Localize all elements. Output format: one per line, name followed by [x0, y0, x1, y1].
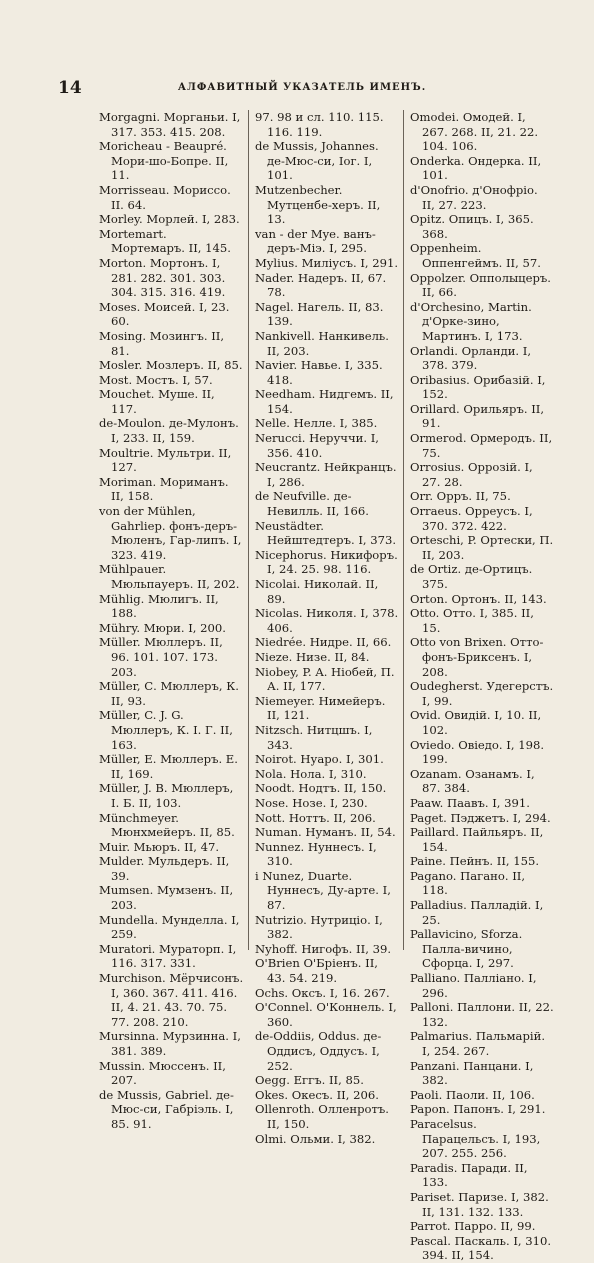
index-entry: Neucrantz. Нейкранцъ. I, 286.	[255, 460, 397, 489]
index-entry: Mutzenbecher. Мутценбе-херъ. II, 13.	[255, 182, 381, 227]
index-entry: Ozanam. Озанамъ. I, 87. 384.	[410, 766, 535, 796]
index-entry: Palliano. Палліано. I, 296.	[410, 971, 537, 1000]
index-entry: Orton. Ортонъ. II, 143.	[410, 591, 547, 606]
index-entry: Paradis. Паради. II, 133.	[410, 1160, 528, 1190]
index-entry: Mylius. Миліусъ. I, 291.	[255, 255, 399, 270]
index-entry: Olmi. Ольми. I, 382.	[255, 1131, 376, 1146]
index-entry: Moultrie. Мультри. II, 127.	[99, 445, 232, 475]
index-entry: Mundella. Мунделла. I, 259.	[99, 912, 240, 942]
index-entry: Orrosius. Оррозій. I, 27. 28.	[410, 460, 533, 489]
index-entry: Morton. Мортонъ. I, 281. 282. 301. 303. 304. 315. 316. 419.	[99, 255, 226, 300]
index-entry: Münchmeyer. Мюнхмейеръ. II, 85.	[99, 810, 235, 840]
index-entry: Mühlig. Мюлигъ. II, 188.	[99, 591, 219, 621]
index-entry: Palladius. Палладій. I, 25.	[410, 898, 544, 927]
index-entry: Palmarius. Пальмарій. I, 254. 267.	[410, 1029, 546, 1058]
index-entry: Niedrée. Нидре. II, 66.	[255, 635, 392, 650]
index-entry: Paaw. Паавъ. I, 391.	[410, 795, 530, 810]
index-entry: Nerucci. Неруччи. I, 356. 410.	[255, 431, 379, 460]
index-entry: Most. Мостъ. I, 57.	[99, 372, 213, 387]
index-entry: de Mussis, Johannes. де-Мюс-си, Іог. I, 101.	[255, 139, 379, 183]
index-entry: Morley. Морлей. I, 283.	[99, 212, 240, 227]
index-entry: Pascal. Паскаль. I, 310. 394. II, 154.	[410, 1233, 552, 1263]
index-entry: Oegg. Еггъ. II, 85.	[255, 1073, 364, 1088]
index-entry: Ochs. Оксъ. I, 16. 267.	[255, 985, 390, 1000]
index-entry: van - der Mye. ванъ-деръ-Міэ. I, 295.	[255, 226, 376, 256]
index-entry: Mursinna. Мурзинна. I, 381. 389.	[99, 1029, 241, 1058]
index-entry: d'Onofrio. д'Онофріо. II, 27. 223.	[410, 182, 538, 212]
index-entry: O'Brien O'Бріенъ. II, 43. 54. 219.	[255, 956, 378, 986]
index-entry: Mouchet. Муше. II, 117.	[99, 387, 215, 416]
index-entry: Onderka. Ондерка. II, 101.	[410, 153, 542, 183]
index-entry: Niemeyer. Нимейеръ. II, 121.	[255, 693, 386, 723]
index-entry: Omodei. Омодей. I, 267. 268. II, 21. 22. 104. 106.	[410, 110, 539, 154]
index-entry: Nankivell. Нанкивель. II, 203.	[255, 328, 389, 358]
index-entry: Ormerod. Ормеродъ. II, 75.	[410, 431, 553, 460]
index-column-1	[93, 110, 248, 1131]
index-entry: Moriman. Мориманъ. II, 158.	[99, 474, 229, 504]
page-header	[40, 78, 564, 98]
index-entry: Okes. Окесъ. II, 206.	[255, 1087, 379, 1102]
index-entry: Otto. Отто. I, 385. II, 15.	[410, 606, 534, 635]
index-entry: Oppolzer. Опполыцеръ. II, 66.	[410, 270, 551, 300]
index-entry: i Nunez, Duarte. Нуннесъ, Ду-арте. I, 87.	[255, 868, 391, 913]
index-entry: de-Moulon. де-Мулонъ. I, 233. II, 159.	[99, 416, 239, 446]
index-column-3	[403, 110, 558, 1263]
index-entry: Mosler. Мозлеръ. II, 85.	[99, 358, 243, 373]
index-entry: Muir. Мьюръ. II, 47.	[99, 839, 220, 854]
index-entry: Neustädter. Нейштедтеръ. I, 373.	[255, 518, 397, 548]
running-head: АЛФАВИТНЫЙ УКАЗАТЕЛЬ ИМЕНЪ.	[177, 82, 427, 93]
index-entry: d'Orchesino, Martin. д'Орке-зино, Мартинъ. I, 173.	[410, 299, 532, 343]
index-entry: Opitz. Опицъ. I, 365. 368.	[410, 212, 534, 241]
index-columns	[93, 110, 558, 1263]
index-entry: de-Oddiis, Oddus. де-Оддисъ, Оддусъ. I, 252.	[255, 1029, 382, 1073]
index-entry: Nader. Надеръ. II, 67. 78.	[255, 270, 387, 300]
page-number: 14	[58, 78, 82, 98]
index-entry: Müller, С. Мюллеръ, К. II, 93.	[99, 679, 239, 708]
index-entry: Müller, E. Мюллеръ. Е. II, 169.	[99, 752, 238, 781]
index-entry: Orteschi, P. Ортески, П. II, 203.	[410, 533, 554, 562]
index-entry: Paget. Пэджетъ. I, 294.	[410, 810, 551, 825]
index-entry: Pariset. Паризе. I, 382. II, 131. 132. 133.	[410, 1189, 549, 1219]
index-entry: Mussin. Мюссенъ. II, 207.	[99, 1058, 226, 1088]
index-entry: Mosing. Мозингъ. II, 81.	[99, 328, 225, 358]
index-entry: Nose. Нозе. I, 230.	[255, 795, 368, 810]
index-entry: Nelle. Нелле. I, 385.	[255, 416, 378, 431]
index-entry: Paoli. Паоли. II, 106.	[410, 1087, 535, 1102]
index-entry: Palloni. Паллони. II, 22. 132.	[410, 1000, 554, 1029]
index-entry: Navier. Навье. I, 335. 418.	[255, 358, 383, 387]
index-entry: 97. 98 и сл. 110. 115. 116. 119.	[255, 110, 384, 139]
index-entry: Ovid. Овидій. I, 10. II, 102.	[410, 708, 542, 737]
index-entry: Nicolas. Николя. I, 378. 406.	[255, 606, 399, 635]
index-entry: Ollenroth. Олленротъ. II, 150.	[255, 1102, 389, 1131]
index-entry: Oudegherst. Удегерстъ. I, 99.	[410, 679, 554, 708]
index-entry: Needham. Нидгемъ. II, 154.	[255, 387, 394, 416]
index-entry: Orillard. Орильяръ. II, 91.	[410, 401, 545, 431]
index-entry: Nicephorus. Никифоръ. I, 24. 25. 98. 116.	[255, 547, 398, 577]
index-entry: Nott. Ноттъ. II, 206.	[255, 810, 376, 825]
index-entry: Panzani. Панцани. I, 382.	[410, 1058, 534, 1088]
index-entry: Nieze. Низе. II, 84.	[255, 649, 370, 664]
index-entry: Pagano. Пагано. II, 118.	[410, 868, 526, 898]
index-entry: Paracelsus. Парацельсъ. I, 193, 207. 255. 256.	[410, 1116, 541, 1161]
index-entry: Paillard. Пайльяръ. II, 154.	[410, 825, 544, 854]
index-entry: Nicolai. Николай. II, 89.	[255, 577, 379, 606]
index-entry: Moricheau - Beaupré. Мори-шо-Бопре. II, 11.	[99, 139, 229, 183]
index-entry: Oribasius. Орибазій. I, 152.	[410, 372, 546, 402]
index-entry: Numan. Нуманъ. II, 54.	[255, 825, 396, 840]
index-column-2	[248, 110, 403, 1146]
index-entry: Nyhoff. Нигофъ. II, 39.	[255, 941, 392, 956]
index-entry: Morrisseau. Мориссо. II. 64.	[99, 182, 231, 212]
index-entry: Nola. Нола. I, 310.	[255, 766, 367, 781]
index-entry: Müller. Мюллеръ. II, 96. 101. 107. 173. 203.	[99, 635, 223, 679]
index-entry: Paine. Пейнъ. II, 155.	[410, 854, 540, 869]
index-entry: O'Connel. O'Коннель. I, 360.	[255, 1000, 397, 1029]
index-entry: Noodt. Нодтъ. II, 150.	[255, 781, 387, 796]
index-entry: Niobey, P. A. Ніобей, П. А. II, 177.	[255, 664, 395, 694]
index-entry: Mortemart. Мортемаръ. II, 145.	[99, 226, 231, 256]
index-entry: Oviedo. Овіедо. I, 198. 199.	[410, 737, 545, 767]
index-entry: Papon. Папонъ. I, 291.	[410, 1102, 546, 1117]
index-entry: Orr. Орръ. II, 75.	[410, 489, 511, 504]
index-entry: Orraeus. Орреусъ. I, 370. 372. 422.	[410, 504, 533, 533]
index-entry: Parrot. Парро. II, 99.	[410, 1219, 536, 1234]
index-entry: Mumsen. Мумзенъ. II, 203.	[99, 883, 234, 913]
index-entry: Noirot. Нуаро. I, 301.	[255, 752, 384, 767]
index-entry: Muratori. Мураторп. I, 116. 317. 331.	[99, 941, 237, 971]
index-entry: Orlandi. Орланди. I, 378. 379.	[410, 343, 532, 373]
index-entry: Mulder. Мульдеръ. II, 39.	[99, 854, 230, 883]
index-entry: Morgagni. Морганьи. I, 317. 353. 415. 208.	[99, 110, 241, 139]
index-entry: Müller, J. B. Мюллеръ, I. Б. II, 103.	[99, 781, 234, 810]
index-entry: Oppenheim. Оппенгеймъ. II, 57.	[410, 241, 541, 270]
index-entry: Müller, C. J. G. Мюллеръ, К. I. Г. II, 163.	[99, 708, 233, 752]
index-entry: de Ortiz. де-Ортицъ. 375.	[410, 562, 533, 591]
index-entry: de Neufville. де-Невилль. II, 166.	[255, 489, 369, 519]
index-entry: Nunnez. Нуннесъ. I, 310.	[255, 839, 377, 869]
index-entry: Nutrizio. Нутриціо. I, 382.	[255, 912, 383, 942]
index-entry: von der Mühlen, Gahrliep. фонъ-деръ-Мюленъ, Гар-липъ. I, 323. 419.	[99, 504, 242, 562]
index-entry: de Mussis, Gabriel. де-Мюс-си, Габріэль. I, 85. 91.	[99, 1087, 234, 1131]
index-entry: Nagel. Нагель. II, 83. 139.	[255, 299, 384, 329]
index-entry: Moses. Моисей. I, 23. 60.	[99, 299, 230, 329]
index-entry: Mühry. Мюри. I, 200.	[99, 620, 226, 635]
index-entry: Murchison. Мёрчисонъ. I, 360. 367. 411. 416. II, 4. 21. 43. 70. 75. 77. 208. 210.	[99, 971, 244, 1029]
index-entry: Mühlpauer. Мюльпауеръ. II, 202.	[99, 562, 240, 591]
index-entry: Pallavicino, Sforza. Палла-вичино, Сфорца. I, 297.	[410, 927, 523, 971]
index-entry: Otto von Brixen. Отто-фонъ-Бриксенъ. I, 208.	[410, 635, 544, 679]
index-entry: Nitzsch. Нитцшъ. I, 343.	[255, 722, 373, 752]
